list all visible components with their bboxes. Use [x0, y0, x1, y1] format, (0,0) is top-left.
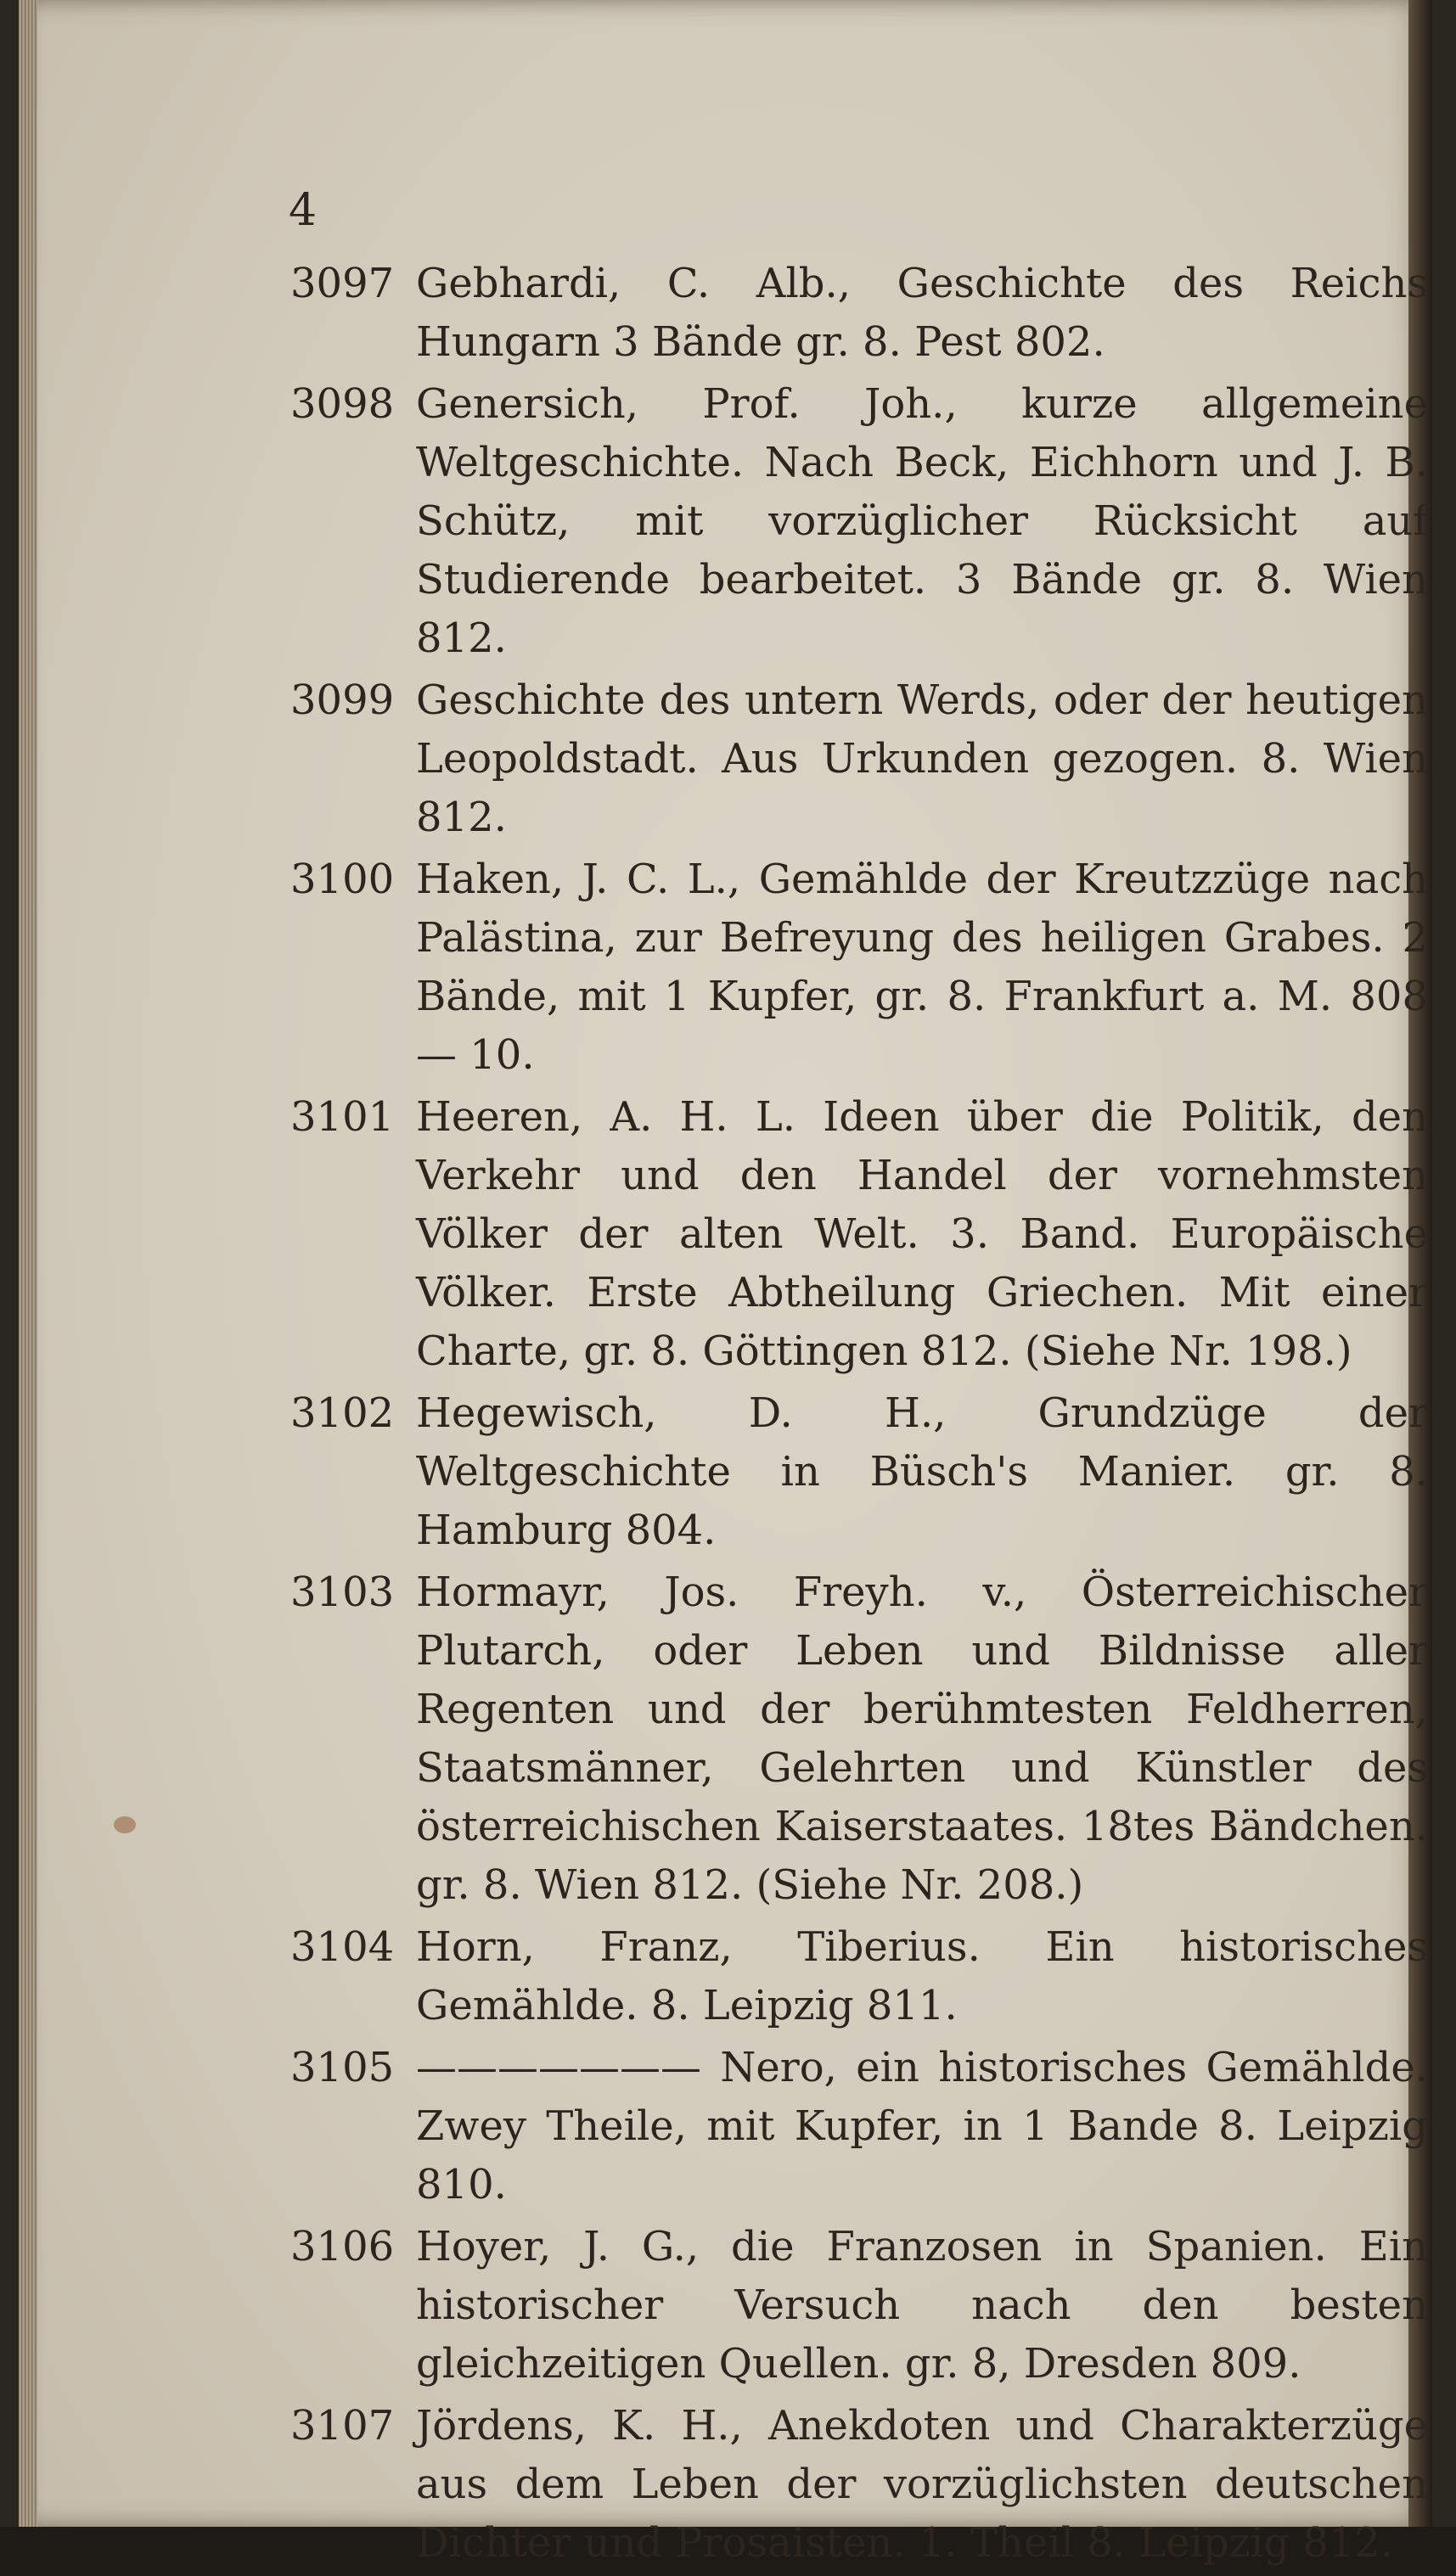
catalog-entry-3102 [290, 1384, 1428, 1560]
entry-number: 3103 [290, 1569, 395, 1616]
entry-number: 3099 [290, 676, 395, 724]
catalog-entry-3103 [290, 1563, 1428, 1915]
page-edges [19, 0, 37, 2527]
catalog-entries [290, 255, 1428, 2576]
paper-stain [114, 1816, 136, 1833]
entry-number: 3106 [290, 2223, 395, 2270]
catalog-entry-3101 [290, 1088, 1428, 1381]
entry-number: 3102 [290, 1389, 395, 1437]
entry-number: 3097 [290, 260, 395, 307]
entry-text: Hegewisch, D. H., Grundzüge der Weltgeschichte in Büsch's Manier. gr. 8. Hamburg 804. [416, 1389, 1428, 1554]
entry-number: 3107 [290, 2402, 395, 2450]
page-number: 4 [289, 185, 318, 236]
page-sheet [19, 0, 1432, 2567]
catalog-entry-3107 [290, 2397, 1428, 2573]
catalog-entry-3105 [290, 2039, 1428, 2214]
entry-number: 3104 [290, 1923, 395, 1971]
entry-text: ——————— Nero, ein historisches Gemählde. Zwey Theile, mit Kupfer, in 1 Bande 8. Leipzig 810. [416, 2044, 1428, 2208]
entry-number: 3098 [290, 380, 395, 428]
entry-text: Geschichte des untern Werds, oder der heutigen Leopoldstadt. Aus Urkunden gezogen. 8. Wien 812. [416, 676, 1428, 841]
entry-number: 3101 [290, 1093, 395, 1141]
entry-number: 3105 [290, 2044, 395, 2091]
catalog-entry-3106 [290, 2218, 1428, 2394]
entry-text: Hoyer, J. G., die Franzosen in Spanien. Ein historischer Versuch nach den besten gleichzeitigen Quellen. gr. 8, Dresden 809. [416, 2223, 1428, 2388]
catalog-entry-3100 [290, 850, 1428, 1085]
entry-text: Hormayr, Jos. Freyh. v., Österreichischer Plutarch, oder Leben und Bildnisse aller Regenten und der berühmtesten Feldherren, Staatsmänner, Gelehrten und Künstler des österreichischen Kaiserstaates. 18tes Bändchen. gr. 8. Wien 812. (Siehe Nr. 208.) [416, 1569, 1428, 1909]
entry-text: Gebhardi, C. Alb., Geschichte des Reichs Hungarn 3 Bände gr. 8. Pest 802. [416, 260, 1428, 366]
catalog-entry-3098 [290, 375, 1428, 668]
entry-text: Genersich, Prof. Joh., kurze allgemeine Weltgeschichte. Nach Beck, Eichhorn und J. B. Schütz, mit vorzüglicher Rücksicht auf Studierende bearbeitet. 3 Bände gr. 8. Wien 812. [416, 380, 1428, 662]
catalog-entry-3097 [290, 255, 1428, 372]
entry-text: Haken, J. C. L., Gemählde der Kreutzzüge nach Palästina, zur Befreyung des heiligen Grabes. 2 Bände, mit 1 Kupfer, gr. 8. Frankfurt a. M. 808 — 10. [416, 856, 1428, 1079]
catalog-entry-3099 [290, 671, 1428, 847]
entry-text: Jördens, K. H., Anekdoten und Charakterzüge aus dem Leben der vorzüglichsten deutschen Dichter und Prosaisten. 1. Theil 8. Leipzig 812. [416, 2402, 1428, 2567]
catalog-entry-3104 [290, 1918, 1428, 2035]
entry-text: Heeren, A. H. L. Ideen über die Politik, den Verkehr und den Handel der vornehmsten Völker der alten Welt. 3. Band. Europäische Völker. Erste Abtheilung Griechen. Mit einer Charte, gr. 8. Göttingen 812. (Siehe Nr. 198.) [416, 1093, 1428, 1375]
entry-text: Horn, Franz, Tiberius. Ein historisches Gemählde. 8. Leipzig 811. [416, 1923, 1428, 2029]
entry-number: 3100 [290, 856, 395, 903]
